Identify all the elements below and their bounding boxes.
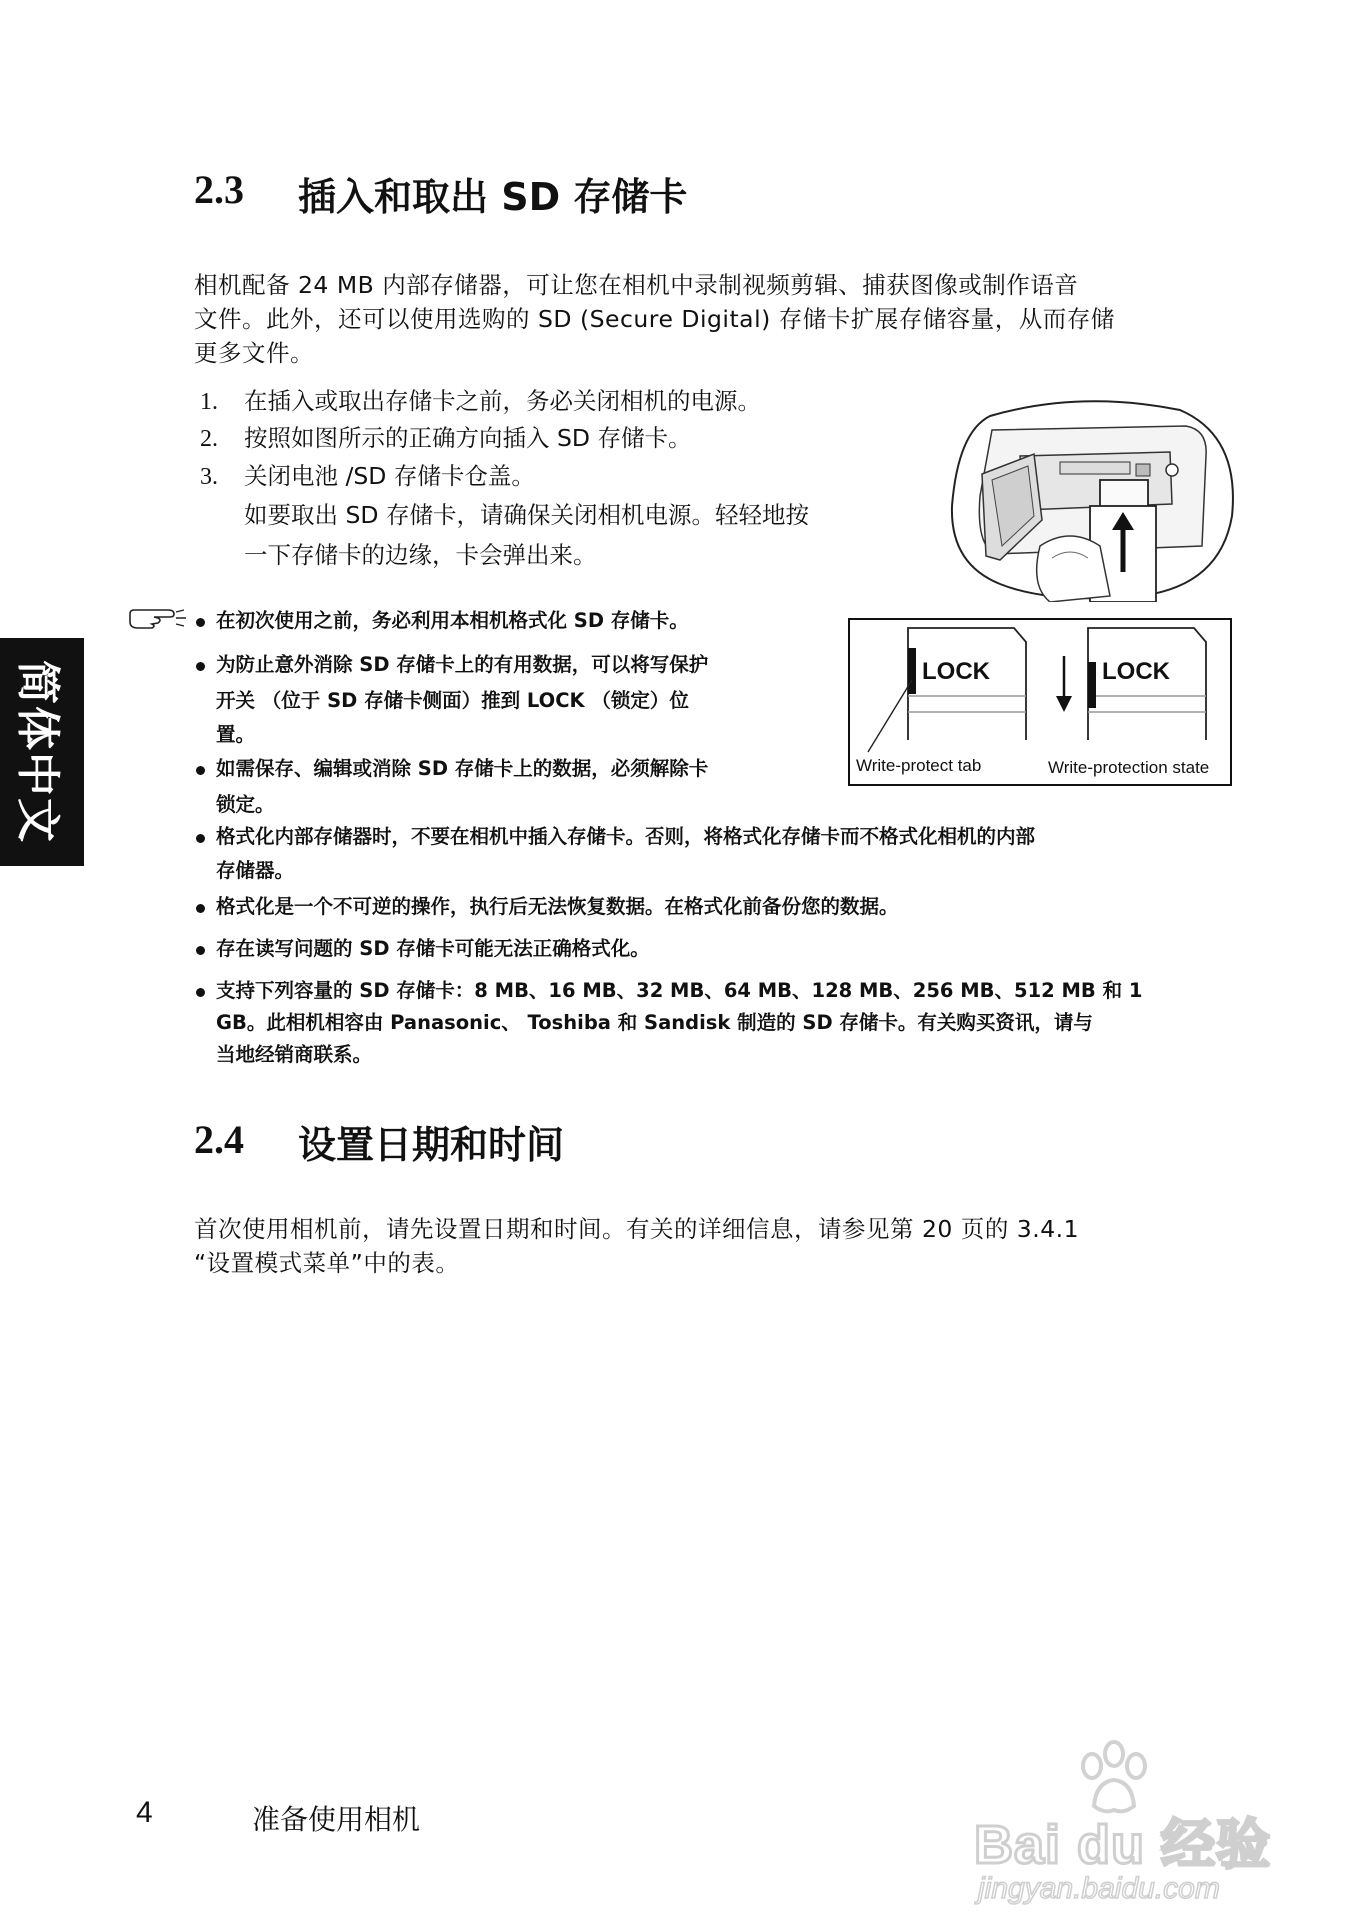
body-line: “设置模式菜单”中的表。 [194, 1249, 460, 1277]
note-line: 当地经销商联系。 [216, 1043, 373, 1066]
note-line: 格式化是一个不可逆的操作，执行后无法恢复数据。在格式化前备份您的数据。 [216, 895, 899, 918]
bullet-icon [196, 618, 205, 627]
bullet-icon [196, 766, 205, 775]
section-2-3-number: 2.3 [194, 167, 244, 212]
remove-line: 如要取出 SD 存储卡，请确保关闭相机电源。轻轻地按 [244, 501, 809, 529]
bullet-icon [196, 946, 205, 955]
section-2-3-intro [194, 268, 1115, 370]
chapter-title: 准备使用相机 [252, 1803, 421, 1836]
remove-line: 一下存储卡的边缘，卡会弹出来。 [244, 541, 597, 569]
note-line: 在初次使用之前，务必利用本相机格式化 SD 存储卡。 [216, 609, 689, 632]
note-line: 支持下列容量的 SD 存储卡：8 MB、16 MB、32 MB、64 MB、128 MB、256 MB、512 MB 和 1 [216, 979, 1143, 1002]
section-2-4-body [194, 1212, 1079, 1280]
caption-write-protect-tab: Write-protect tab [856, 756, 982, 775]
intro-line: 更多文件。 [194, 339, 314, 367]
step-item [200, 419, 691, 453]
step-item [200, 457, 535, 491]
body-line: 首次使用相机前，请先设置日期和时间。有关的详细信息，请参见第 20 页的 3.4.1 [194, 1215, 1080, 1243]
note-line: 存在读写问题的 SD 存储卡可能无法正确格式化。 [216, 937, 650, 960]
bullet-icon [196, 904, 205, 913]
step-text: 按照如图所示的正确方向插入 SD 存储卡。 [244, 424, 692, 452]
note-line: 开关 （位于 SD 存储卡侧面）推到 LOCK （锁定）位 [216, 689, 689, 712]
note-line: 格式化内部存储器时，不要在相机中插入存储卡。否则，将格式化存储卡而不格式化相机的内部 [216, 825, 1036, 848]
intro-line: 文件。此外，还可以使用选购的 SD (Secure Digital) 存储卡扩展存储容量，从而存储 [194, 305, 1115, 333]
lock-label-right: LOCK [1102, 658, 1170, 685]
page-number: 4 [136, 1796, 153, 1829]
sd-lock-diagram [848, 618, 1232, 786]
note-line: 锁定。 [216, 793, 275, 816]
section-2-4-number: 2.4 [194, 1117, 244, 1162]
step-number: 3. [200, 464, 218, 490]
language-side-tab [0, 638, 84, 866]
step-number: 2. [200, 426, 218, 452]
baidu-watermark [960, 1740, 1320, 1920]
watermark-url: jingyan.baidu.com [978, 1872, 1220, 1905]
step-text: 在插入或取出存储卡之前，务必关闭相机的电源。 [244, 387, 761, 415]
note-line: 存储器。 [216, 859, 295, 882]
note-line: GB。此相机相容由 Panasonic、 Toshiba 和 Sandisk 制造的 SD 存储卡。有关购买资讯，请与 [216, 1011, 1093, 1034]
note-line: 置。 [216, 723, 256, 746]
note-line: 如需保存、编辑或消除 SD 存储卡上的数据，必须解除卡 [216, 757, 709, 780]
bullet-icon [196, 662, 205, 671]
steps-list [200, 382, 960, 582]
language-side-tab-label: 简体中文 [12, 660, 63, 844]
remove-instruction [244, 496, 809, 570]
section-2-3-title: 插入和取出 SD 存储卡 [298, 175, 688, 219]
note-line: 为防止意外消除 SD 存储卡上的有用数据，可以将写保护 [216, 653, 709, 676]
bullet-icon [196, 988, 205, 997]
step-text: 关闭电池 /SD 存储卡仓盖。 [244, 462, 535, 490]
step-number: 1. [200, 389, 218, 415]
step-item [200, 382, 761, 416]
lock-label-left: LOCK [922, 658, 990, 685]
pointing-hand-icon [128, 606, 190, 632]
watermark-brand: Bai du 经验 [974, 1815, 1272, 1875]
caption-write-protection-state: Write-protection state [1048, 758, 1210, 777]
bullet-icon [196, 834, 205, 843]
intro-line: 相机配备 24 MB 内部存储器，可让您在相机中录制视频剪辑、捕获图像或制作语音 [194, 271, 1079, 299]
camera-sd-insert-illustration [940, 396, 1240, 602]
section-2-4-title: 设置日期和时间 [298, 1123, 565, 1167]
